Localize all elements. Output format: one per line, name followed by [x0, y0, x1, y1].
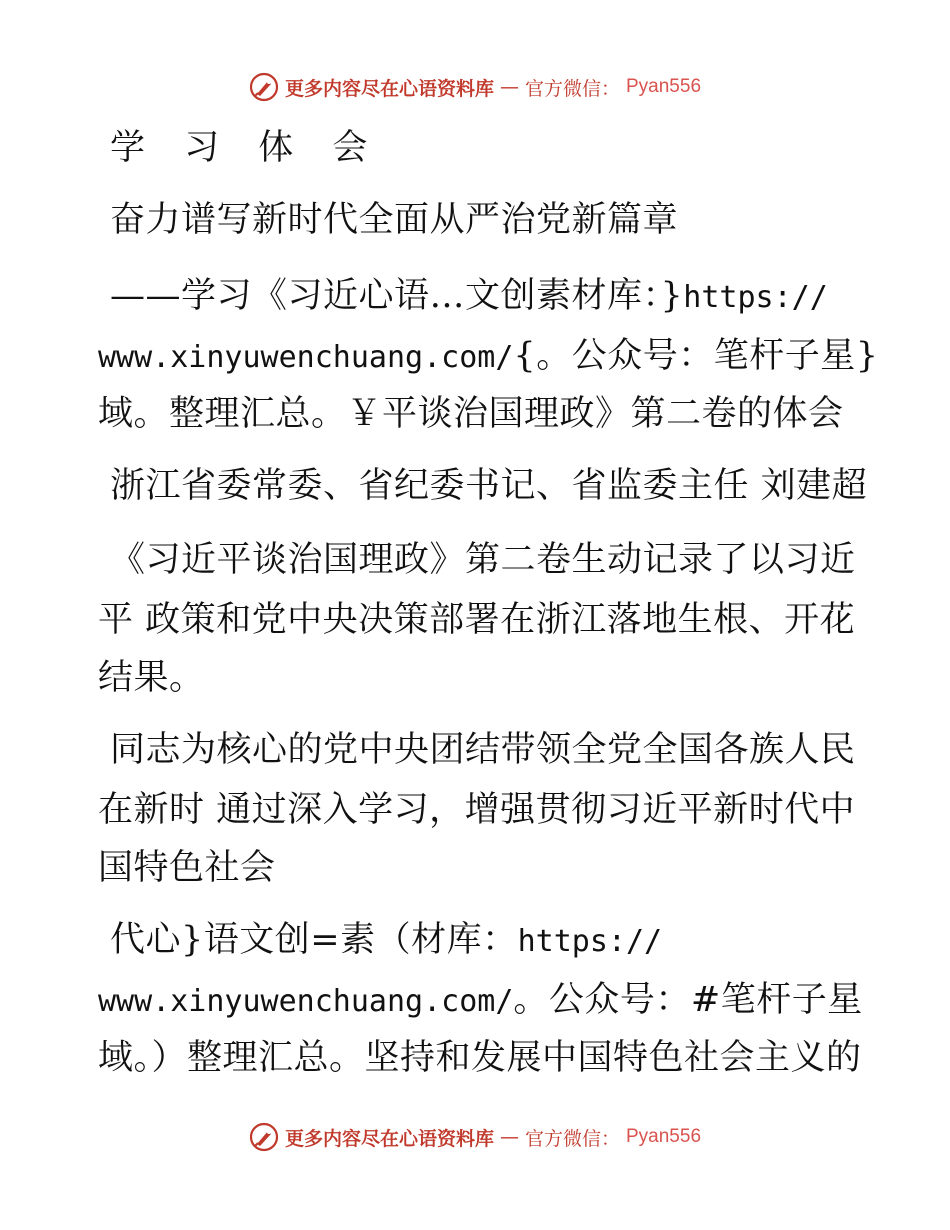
para3-url-link[interactable]: www.xinyuwenchuang.com/: [98, 984, 514, 1019]
para3-text: 。公众号：#笔杆子星: [513, 980, 863, 1020]
footer-watermark: [0, 1122, 950, 1152]
subtitle-text: ——学习《习近心语…文创素材库：}: [110, 276, 684, 316]
pen-nib-logo-icon: [249, 1122, 279, 1152]
watermark-wechat-label: 官方微信：: [524, 1127, 620, 1150]
para2-line-1: 同志为核心的党中央团结带领全党全国各族人民: [110, 730, 856, 770]
watermark-separator: —: [499, 76, 519, 98]
pen-nib-logo-icon: [249, 72, 279, 102]
para3-line-2: [98, 980, 863, 1022]
doc-subtitle-line-1: [110, 276, 828, 318]
header-watermark: [0, 72, 950, 102]
para3-text: 代心}语文创=素（材库：: [110, 920, 518, 960]
para3-line-1: [110, 920, 662, 962]
watermark-brand: 更多内容尽在心语资料库: [284, 77, 494, 100]
doc-subtitle-line-2: [98, 336, 878, 378]
para2-line-2: 在新时 通过深入学习，增强贯彻习近平新时代中: [98, 790, 856, 830]
subtitle-text: {。公众号：笔杆子星}: [513, 336, 879, 376]
doc-author: 浙江省委常委、省纪委书记、省监委主任 刘建超: [110, 466, 868, 506]
subtitle-url-link[interactable]: https://: [683, 280, 828, 315]
watermark-wechat-label: 官方微信：: [524, 77, 620, 100]
doc-heading: 学 习 体 会: [110, 128, 382, 168]
para2-line-3: 国特色社会: [98, 848, 276, 888]
watermark-wechat-id: Pyan556: [626, 76, 702, 97]
subtitle-url-link[interactable]: www.xinyuwenchuang.com/: [98, 340, 514, 375]
watermark-separator: —: [499, 1126, 519, 1148]
watermark-brand: 更多内容尽在心语资料库: [284, 1127, 494, 1150]
doc-subtitle-line-3: 域。整理汇总。￥平谈治国理政》第二卷的体会: [98, 394, 844, 434]
para1-line-3: 结果。: [98, 658, 205, 698]
doc-title: 奋力谱写新时代全面从严治党新篇章: [110, 200, 679, 240]
para1-line-2: 平 政策和党中央决策部署在浙江落地生根、开花: [98, 600, 856, 640]
para1-line-1: 《习近平谈治国理政》第二卷生动记录了以习近: [110, 540, 856, 580]
para3-url-link[interactable]: https://: [517, 924, 663, 959]
para3-line-3: 域。）整理汇总。坚持和发展中国特色社会主义的: [98, 1038, 862, 1078]
watermark-wechat-id: Pyan556: [626, 1126, 702, 1147]
